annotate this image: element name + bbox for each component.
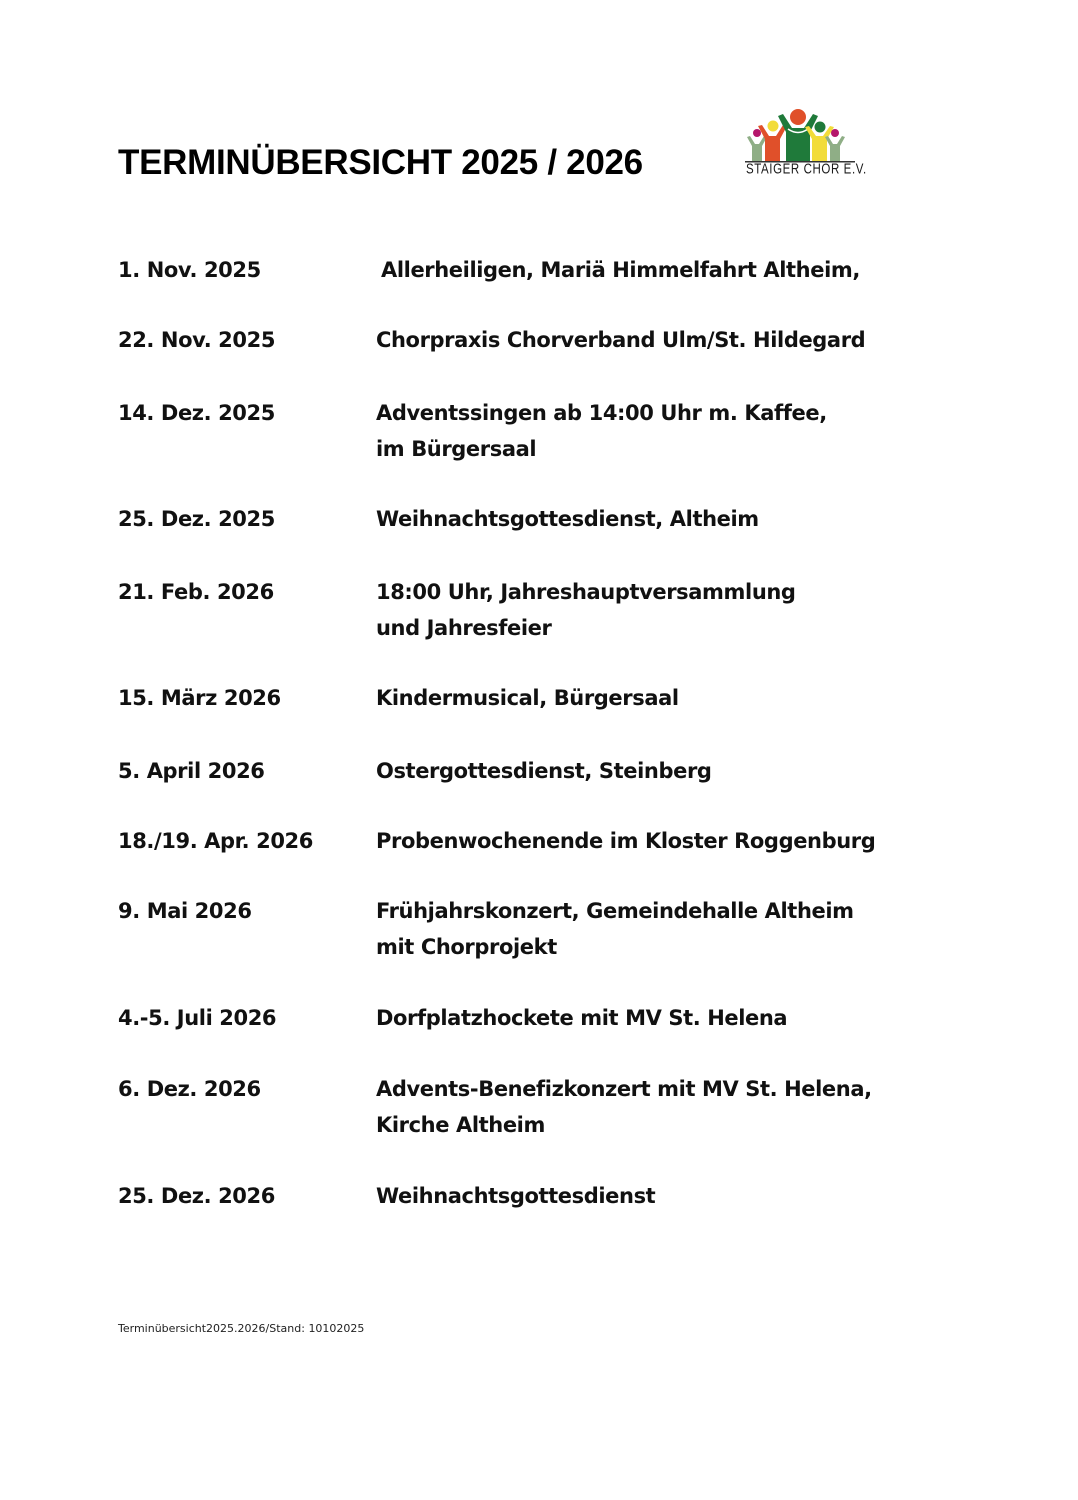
event-description [376,1071,938,1143]
event-row [118,322,938,358]
event-row [118,680,938,716]
event-row [118,574,938,646]
event-date: 9. Mai 2026 [118,899,252,923]
document-footer-note: Terminübersicht2025.2026/Stand: 10102025 [118,1322,365,1335]
event-date: 4.-5. Juli 2026 [118,1006,277,1030]
event-description [376,322,938,358]
event-description-line: mit Chorprojekt [376,935,557,959]
event-date: 21. Feb. 2026 [118,580,274,604]
event-description-line: im Bürgersaal [376,437,537,461]
event-description [376,501,938,537]
logo-text: STAIGER CHOR E.V. [746,162,867,177]
event-description [376,823,938,859]
event-row [118,395,938,467]
event-description-line: Weihnachtsgottesdienst [376,1184,656,1208]
event-date: 25. Dez. 2025 [118,507,275,531]
event-schedule [118,252,938,1214]
event-description-line: Allerheiligen, Mariä Himmelfahrt Altheim, [381,258,860,282]
event-row [118,1000,938,1036]
event-description-line: Advents-Benefizkonzert mit MV St. Helena, [376,1077,872,1101]
event-description [376,1000,938,1036]
event-description-line: Probenwochenende im Kloster Roggenburg [376,829,876,853]
event-description-line: Kindermusical, Bürgersaal [376,686,679,710]
event-date: 15. März 2026 [118,686,281,710]
event-row [118,823,938,859]
event-description-line: Dorfplatzhockete mit MV St. Helena [376,1006,788,1030]
event-description [376,574,938,646]
event-date: 6. Dez. 2026 [118,1077,261,1101]
event-description-line: 18:00 Uhr, Jahreshauptversammlung [376,580,796,604]
event-date: 1. Nov. 2025 [118,258,261,282]
event-description-line: und Jahresfeier [376,616,552,640]
event-description-line: Chorpraxis Chorverband Ulm/St. Hildegard [376,328,866,352]
event-date: 22. Nov. 2025 [118,328,276,352]
event-description [376,753,938,789]
event-date: 14. Dez. 2025 [118,401,275,425]
event-description-line: Frühjahrskonzert, Gemeindehalle Altheim [376,899,854,923]
event-description [376,893,938,965]
staiger-chor-logo [742,106,867,182]
event-description-line: Kirche Altheim [376,1113,545,1137]
choir-figures-logo-icon [742,106,858,166]
event-row [118,753,938,789]
event-date: 18./19. Apr. 2026 [118,829,313,853]
event-description [376,680,938,716]
page-title: TERMINÜBERSICHT 2025 / 2026 [118,143,643,182]
event-row [118,1178,938,1214]
event-description [376,1178,938,1214]
event-description-line: Adventssingen ab 14:00 Uhr m. Kaffee, [376,401,827,425]
event-description-line: Ostergottesdienst, Steinberg [376,759,712,783]
event-row [118,501,938,537]
event-date: 5. April 2026 [118,759,265,783]
event-date: 25. Dez. 2026 [118,1184,275,1208]
event-row [118,252,938,288]
event-row [118,893,938,965]
event-description [376,395,938,467]
event-description [376,252,938,288]
event-row [118,1071,938,1143]
event-description-line: Weihnachtsgottesdienst, Altheim [376,507,759,531]
